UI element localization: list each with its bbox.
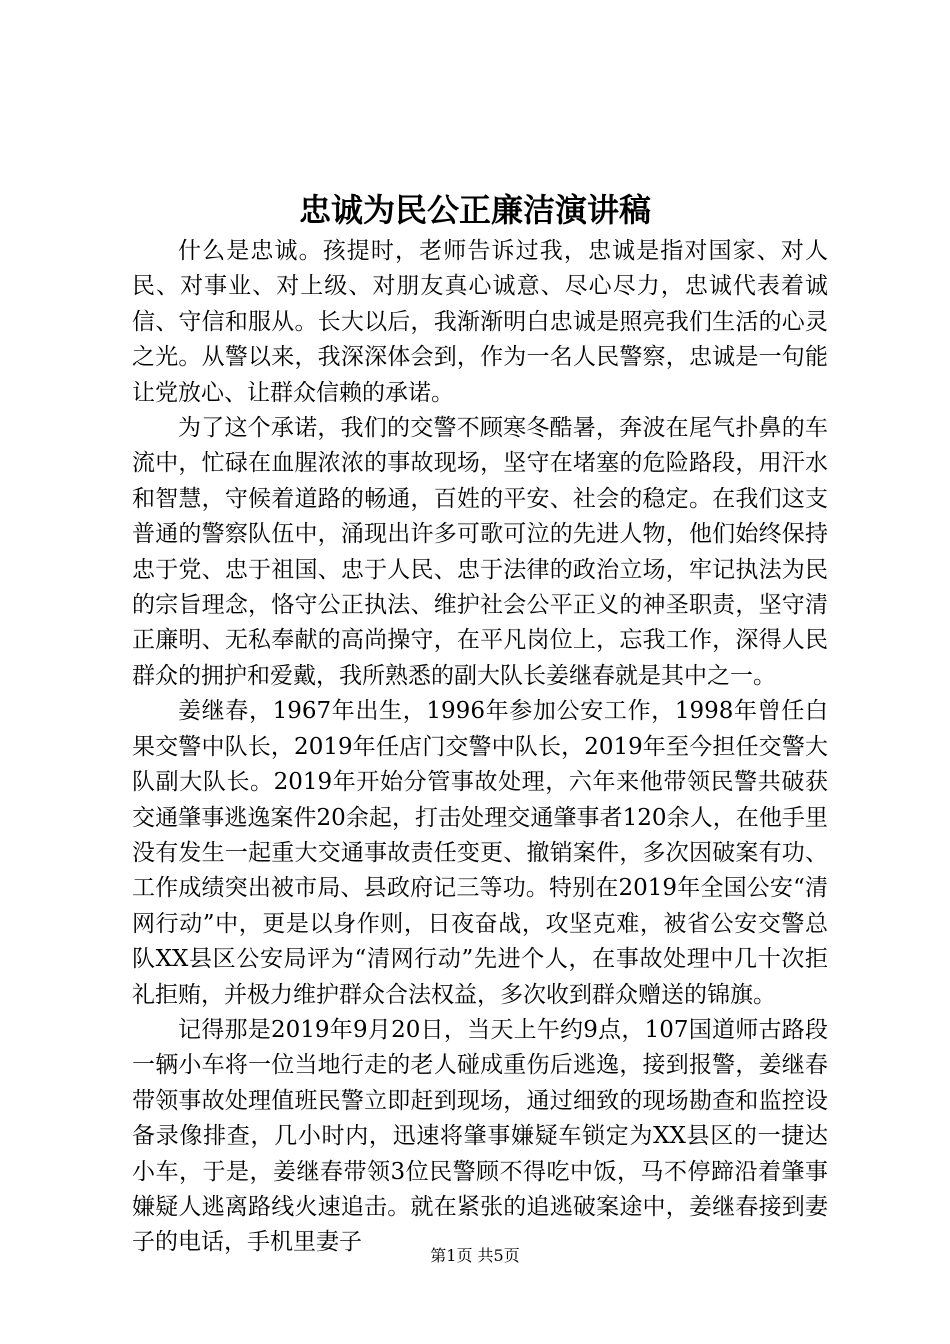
page-number-footer: 第1页 共5页 [430,1246,520,1265]
paragraph-1: 什么是忠诚。孩提时，老师告诉过我，忠诚是指对国家、对人民、对事业、对上级、对朋友真心诚意、尽心尽力，忠诚代表着诚信、守信和服从。长大以后，我渐渐明白忠诚是照亮我们生活的心灵之光。从警以来，我深深体会到，作为一名人民警察，忠诚是一句能让党放心、让群众信赖的承诺。 [132,238,828,406]
paragraph-4: 记得那是2019年9月20日，当天上午约9点，107国道师古路段一辆小车将一位当地行走的老人碰成重伤后逃逸，接到报警，姜继春带领事故处理值班民警立即赶到现场，通过细致的现场勘查和监控设备录像排查，几小时内，迅速将肇事嫌疑车锁定为XX县区的一捷达小车，于是，姜继春带领3位民警顾不得吃中饭，马不停蹄沿着肇事嫌疑人逃离路线火速追击。就在紧张的追逃破案途中，姜继春接到妻子的电话，手机里妻子 [132,1016,828,1256]
paragraph-2: 为了这个承诺，我们的交警不顾寒冬酷暑，奔波在尾气扑鼻的车流中，忙碌在血腥浓浓的事故现场，坚守在堵塞的危险路段，用汗水和智慧，守候着道路的畅通，百姓的平安、社会的稳定。在我们这支普通的警察队伍中，涌现出许多可歌可泣的先进人物，他们始终保持忠于党、忠于祖国、忠于人民、忠于法律的政治立场，牢记执法为民的宗旨理念，恪守公正执法、维护社会公平正义的神圣职责，坚守清正廉明、无私奉献的高尚操守，在平凡岗位上，忘我工作，深得人民群众的拥护和爱戴，我所熟悉的副大队长姜继春就是其中之一。 [132,415,828,689]
paragraph-3: 姜继春，1967年出生，1996年参加公安工作，1998年曾任白果交警中队长，2019年任店门交警中队长，2019年至今担任交警大队副大队长。2019年开始分管事故处理，六年来他带领民警共破获交通肇事逃逸案件20余起，打击处理交通肇事者120余人，在他手里没有发生一起重大交通事故责任变更、撤销案件，多次因破案有功、工作成绩突出被市局、县政府记三等功。特别在2019年全国公安“清网行动”中，更是以身作则，日夜奋战，攻坚克难，被省公安交警总队XX县区公安局评为“清网行动”先进个人，在事故处理中几十次拒礼拒贿，并极力维护群众合法权益，多次收到群众赠送的锦旗。 [132,698,828,1008]
document-title: 忠诚为民公正廉洁演讲稿 [298,191,651,229]
document-body [132,234,828,1261]
